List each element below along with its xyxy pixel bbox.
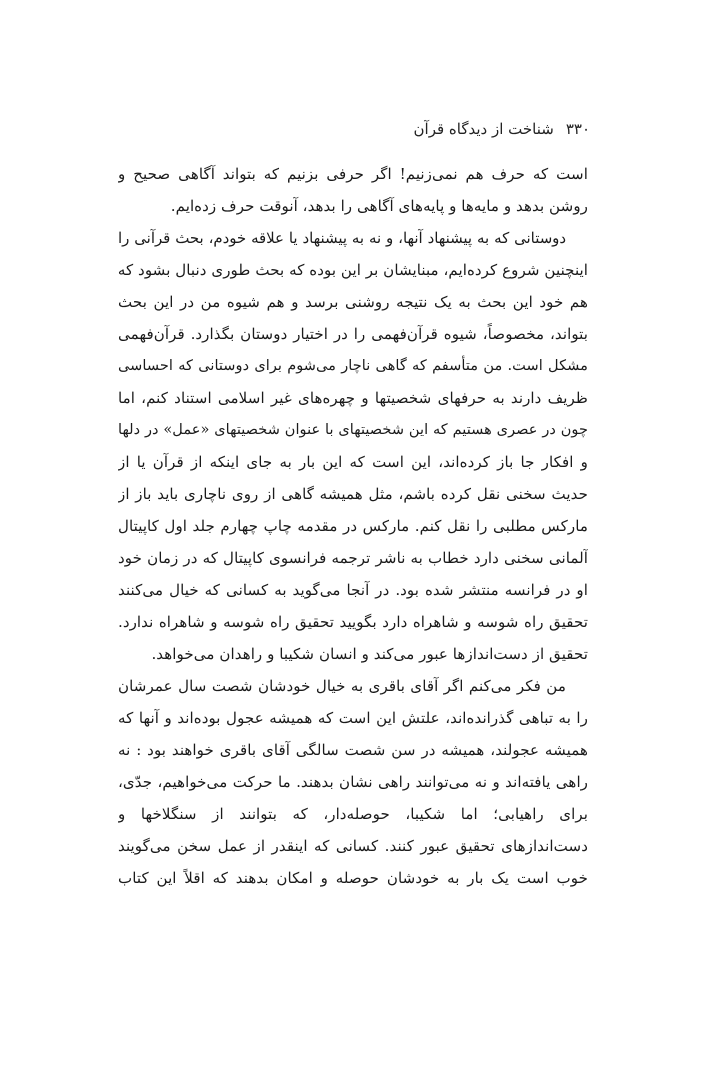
running-header xyxy=(414,118,590,140)
text-line: راهی یافته‌اند و نه می‌توانند راهی نشان بدهند. ما حرکت می‌خواهیم، جدّی، xyxy=(118,773,588,791)
text-line: برای راهیابی؛ اما شکیبا، حوصله‌دار، که بتوانند از سنگلاخها و xyxy=(118,805,588,823)
text-line: مارکس مطلبی را نقل کنم. مارکس در مقدمه چاپ چهارم جلد اول کاپیتال xyxy=(118,517,588,535)
text-line: او در فرانسه منتشر شده بود. در آنجا می‌گوید به کسانی که خیال می‌کنند xyxy=(118,581,588,599)
text-line: خوب است یک بار به خودشان حوصله و امکان بدهند که اقلاً این کتاب xyxy=(118,869,588,887)
text-line: است که حرف هم نمی‌زنیم! اگر حرفی بزنیم که بتواند آگاهی صحیح و xyxy=(118,165,588,183)
text-line: ظریف دارند به حرفهای شخصیتها و چهره‌های غیر اسلامی استناد کنم، اما xyxy=(118,389,588,407)
text-line: و افکار جا باز کرده‌اند، این است که این بار به جای اینکه از قرآن یا از xyxy=(118,453,588,471)
page-number: ۳۳۰ xyxy=(565,120,590,138)
text-line: همیشه عجولند، همیشه در سن شصت سالگی آقای باقری خواهند بود : نه xyxy=(118,741,588,759)
text-line: تحقیق از دست‌اندازها عبور می‌کند و انسان شکیبا و راهدان می‌خواهد. xyxy=(151,645,588,663)
text-line: تحقیق راه شوسه و شاهراه دارد بگویید تحقیق راه شوسه و شاهراه ندارد. xyxy=(118,613,588,631)
text-line: را به تباهی گذرانده‌اند، علتش این است که همیشه عجول بوده‌اند و آنها که xyxy=(118,709,588,727)
text-line: بتواند، مخصوصاً، شیوه قرآن‌فهمی را در اختیار دوستان بگذارد. قرآن‌فهمی xyxy=(118,325,588,343)
text-line: دوستانی که به پیشنهاد آنها، و نه به پیشنهاد یا علاقه خودم، بحث قرآنی را xyxy=(118,229,566,247)
text-line: من فکر می‌کنم اگر آقای باقری به خیال خودشان شصت سال عمرشان xyxy=(118,677,566,695)
chapter-title: شناخت از دیدگاه قرآن xyxy=(413,120,554,138)
text-line: هم خود این بحث به یک نتیجه روشنی برسد و هم شیوه من در این بحث xyxy=(118,293,588,311)
text-line: روشن بدهد و مایه‌ها و پایه‌های آگاهی را بدهد، آنوقت حرف زده‌ایم. xyxy=(170,197,588,215)
text-line: آلمانی سخنی دارد خطاب به ناشر ترجمه فرانسوی کاپیتال که در زمان خود xyxy=(118,549,588,567)
text-line: دست‌اندازهای تحقیق عبور کنند. کسانی که اینقدر از عمل سخن می‌گویند xyxy=(118,837,588,855)
text-line: حدیث سخنی نقل کرده باشم، مثل همیشه گاهی از روی ناچاری باید باز از xyxy=(118,485,588,503)
body-text xyxy=(118,158,588,894)
text-line: اینچنین شروع کرده‌ایم، مبنایشان بر این بوده که بحث طوری دنبال بشود که xyxy=(118,261,588,279)
text-line: چون در عصری هستیم که این شخصیتهای با عنوان شخصیتهای «عمل» در دلها xyxy=(118,421,588,438)
text-line: مشکل است. من متأسفم که گاهی ناچار می‌شوم برای دوستانی که احساسی xyxy=(118,357,588,374)
